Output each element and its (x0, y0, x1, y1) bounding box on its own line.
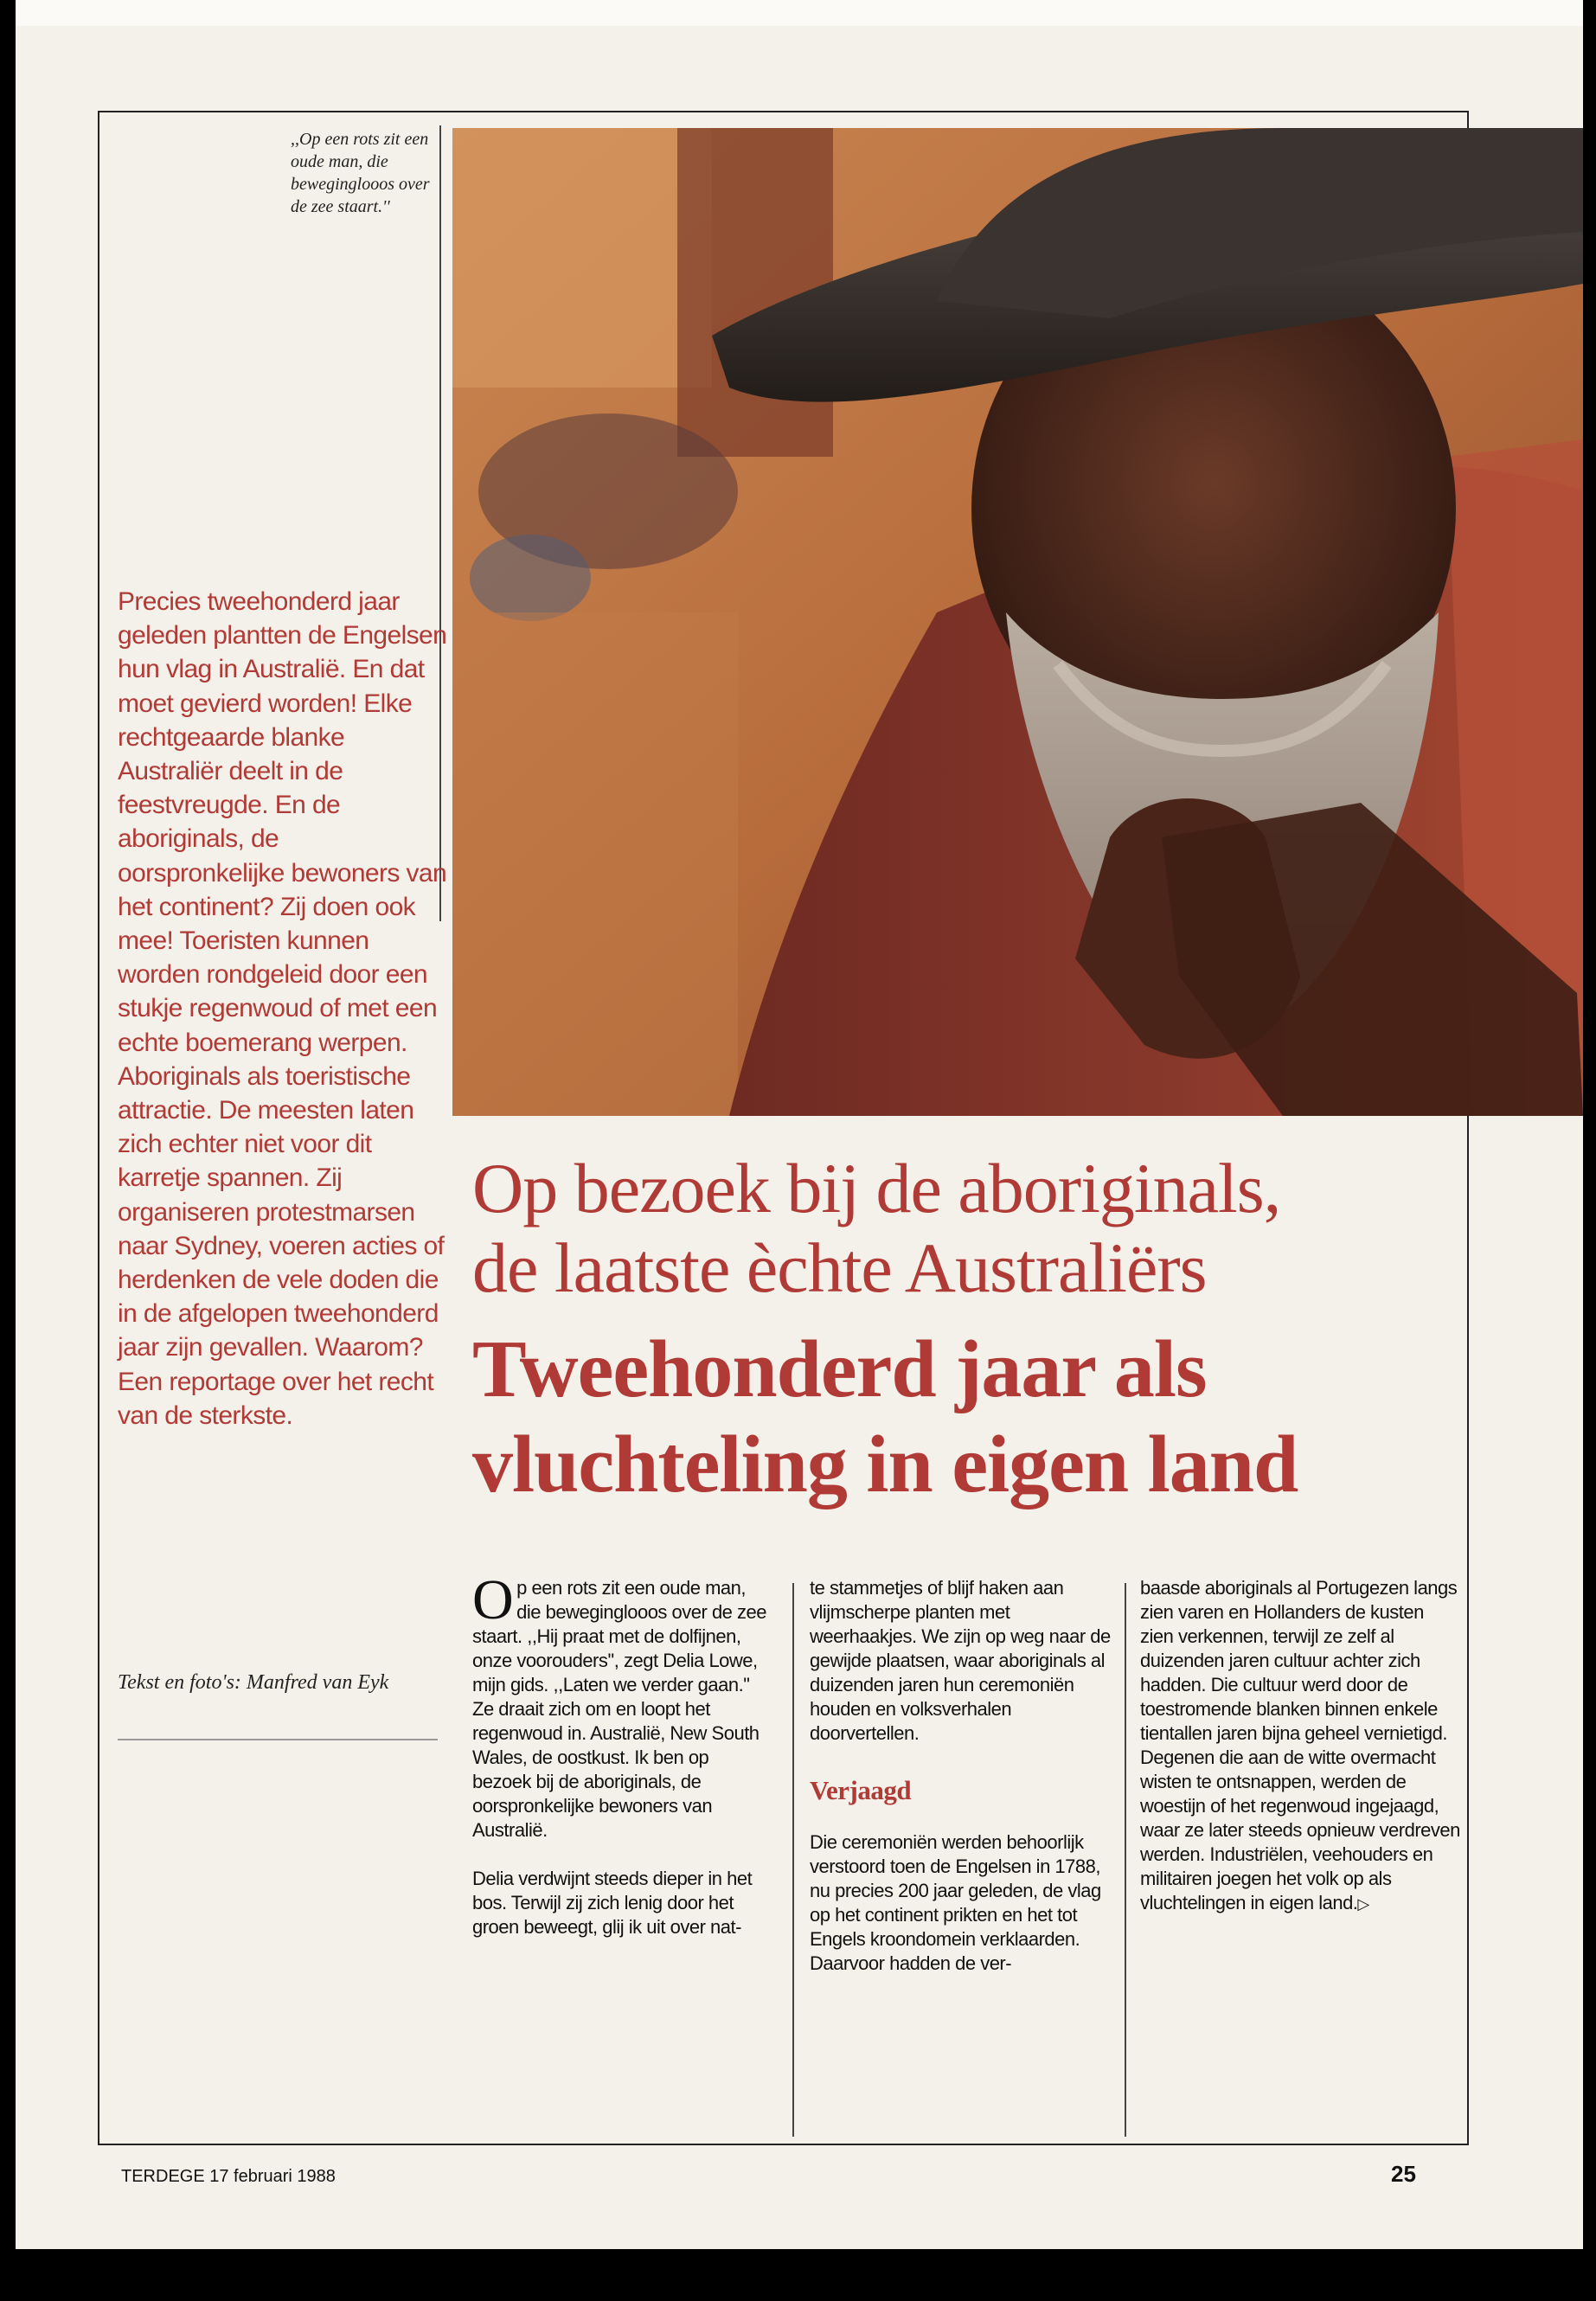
body-col3-para1: baasde aboriginals al Portugezen langs zien varen en Hollanders de kusten zien verkennen, terwijl ze zelf al duizenden jaren cultuur achter zich hadden. Die cultuur werd door de toestromende blanken binnen enkele tientallen jaren bijna geheel vernietigd. Degenen die aan de witte overmacht wisten te ontsnappen, werden de woestijn of het regenwoud ingejaagd, waar ze later steeds opnieuw verdreven werden. Industriëlen, veehouders en militairen joegen het volk op als vluchtelingen in eigen land. (1140, 1577, 1460, 1913)
column-divider-1 (792, 1583, 794, 2137)
headline-title (472, 1322, 1467, 1512)
headline-kicker (472, 1149, 1467, 1308)
pull-quote: ,,Op een rots zit een oude man, die beweginglooos over de zee staart.'' (291, 130, 430, 216)
intro-text: Precies tweehonderd jaar geleden plantten de Engelsen hun vlag in Australië. En dat moet gevierd worden! Elke rechtgeaarde blanke Australiër deelt in de feestvreugde. En de aboriginals, de oorspronkelijke bewoners van het continent? Zij doen ook mee! Toeristen kunnen worden rondgeleid door een stukje regenwoud of met een echte boemerang werpen. Aboriginals als toeristische attractie. De meesten laten zich echter niet voor dit karretje spannen. Zij organiseren protestmarsen naar Sydney, voeren acties of herdenken de vele doden die in de afgelopen tweehonderd jaar zijn gevallen. Waarom? Een reportage over het recht van de sterkste. (118, 587, 447, 1430)
footer-publication: TERDEGE 17 februari 1988 (121, 2167, 336, 2186)
headline-title-line2: vluchteling in eigen land (472, 1420, 1298, 1509)
headline-kicker-line1: Op bezoek bij de aboriginals, (472, 1149, 1281, 1227)
body-column-2 (810, 1576, 1112, 1976)
portrait-photo-icon (452, 128, 1583, 1116)
credit-underline (118, 1739, 438, 1740)
body-col2-para2: Die ceremoniën werden behoorlijk verstoord toen de Engelsen in 1788, nu precies 200 jaar geleden, de vlag op het continent prikten en het tot Engels kroondomein verklaarden. Daarvoor hadden de ver- (810, 1831, 1101, 1974)
page-top-edge (16, 0, 1583, 26)
byline-credit: Tekst en foto's: Manfred van Eyk (118, 1671, 389, 1694)
frame-bottom-rule (98, 2144, 1469, 2145)
drop-cap: O (472, 1568, 514, 1631)
page-number: 25 (1391, 2161, 1416, 2187)
frame-left-rule (98, 111, 99, 2145)
headline-title-line1: Tweehonderd jaar als (472, 1324, 1207, 1414)
body-column-3 (1140, 1576, 1460, 1916)
column-divider-2 (1125, 1583, 1126, 2137)
body-col2-para1: te stammetjes of blijf haken aan vlijmscherpe planten met weerhaakjes. We zijn op weg naar de gewijde plaatsen, waar aboriginals al duizenden jaren hun ceremoniën houden en volksverhalen doorvertellen. (810, 1577, 1111, 1744)
section-subhead: Verjaagd (810, 1775, 912, 1805)
body-col1-para2: Delia verdwijnt steeds dieper in het bos. Terwijl zij zich lenig door het groen beweegt, glij ik uit over nat- (472, 1868, 753, 1938)
magazine-page (16, 0, 1583, 2249)
body-column-1 (472, 1568, 766, 1939)
body-col1-para1: p een rots zit een oude man, die beweginglooos over de zee staart. ,,Hij praat met de dolfijnen, onze voorouders'', zegt Delia Lowe, mijn gids. ,,Laten we verder gaan.'' Ze draait zich om en loopt het regenwoud in. Australië, New South Wales, de oostkust. Ik ben op bezoek bij de aboriginals, de oorspronkelijke bewoners van Australië. (472, 1577, 766, 1841)
headline-kicker-line2: de laatste èchte Australiërs (472, 1228, 1207, 1307)
continue-arrow-icon: ▷ (1357, 1895, 1369, 1913)
frame-top-rule (98, 111, 1469, 112)
